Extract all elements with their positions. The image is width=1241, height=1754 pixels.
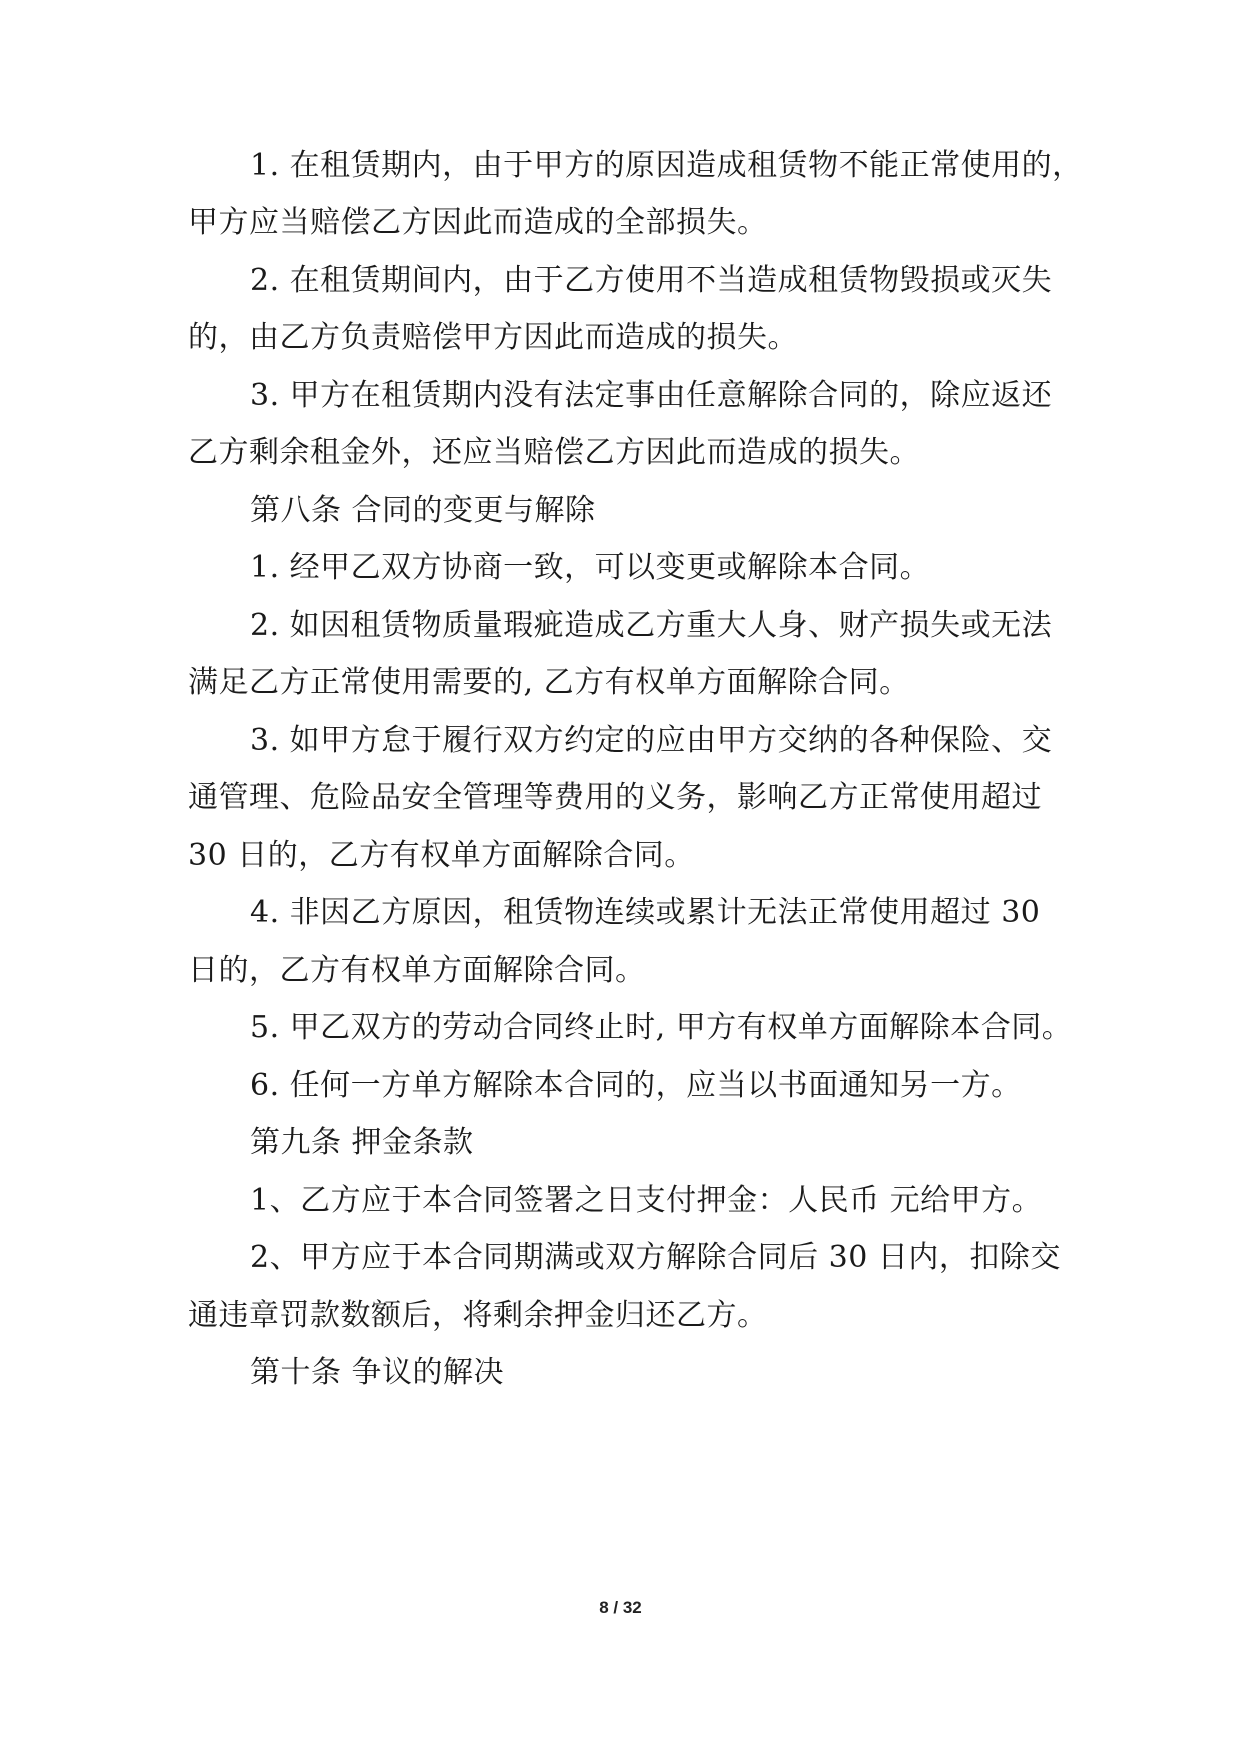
paragraph-line: 通管理、危险品安全管理等费用的义务，影响乙方正常使用超过: [188, 780, 1042, 815]
paragraph-line: 6. 任何一方单方解除本合同的，应当以书面通知另一方。: [250, 1068, 1022, 1103]
paragraph-line: 3. 甲方在租赁期内没有法定事由任意解除合同的，除应返还: [250, 378, 1053, 413]
paragraph-line: 4. 非因乙方原因，租赁物连续或累计无法正常使用超过 30: [250, 895, 1041, 930]
paragraph-line: 满足乙方正常使用需要的, 乙方有权单方面解除合同。: [188, 665, 910, 700]
paragraph-line: 乙方剩余租金外，还应当赔偿乙方因此而造成的损失。: [188, 435, 920, 470]
paragraph-line: 30 日的，乙方有权单方面解除合同。: [188, 838, 695, 873]
paragraph-line: 1. 在租赁期内，由于甲方的原因造成租赁物不能正常使用的，: [250, 148, 1083, 183]
paragraph-line: 2. 如因租赁物质量瑕疵造成乙方重大人身、财产损失或无法: [250, 608, 1053, 643]
page-number: 8 / 32: [599, 1598, 642, 1617]
section-heading: 第十条 争议的解决: [250, 1355, 505, 1390]
paragraph-line: 甲方应当赔偿乙方因此而造成的全部损失。: [188, 205, 768, 240]
paragraph-line: 通违章罚款数额后，将剩余押金归还乙方。: [188, 1298, 768, 1333]
paragraph-line: 2. 在租赁期间内，由于乙方使用不当造成租赁物毁损或灭失: [250, 263, 1053, 298]
paragraph-line: 1. 经甲乙双方协商一致，可以变更或解除本合同。: [250, 550, 931, 585]
paragraph-line: 日的，乙方有权单方面解除合同。: [188, 953, 646, 988]
paragraph-line: 5. 甲乙双方的劳动合同终止时, 甲方有权单方面解除本合同。: [250, 1010, 1073, 1045]
section-heading: 第八条 合同的变更与解除: [250, 493, 596, 528]
section-heading: 第九条 押金条款: [250, 1125, 474, 1160]
paragraph-line: 1、乙方应于本合同签署之日支付押金：人民币 元给甲方。: [250, 1183, 1043, 1218]
paragraph-line: 的，由乙方负责赔偿甲方因此而造成的损失。: [188, 320, 798, 355]
paragraph-line: 3. 如甲方怠于履行双方约定的应由甲方交纳的各种保险、交: [250, 723, 1053, 758]
paragraph-line: 2、甲方应于本合同期满或双方解除合同后 30 日内，扣除交: [250, 1240, 1061, 1275]
